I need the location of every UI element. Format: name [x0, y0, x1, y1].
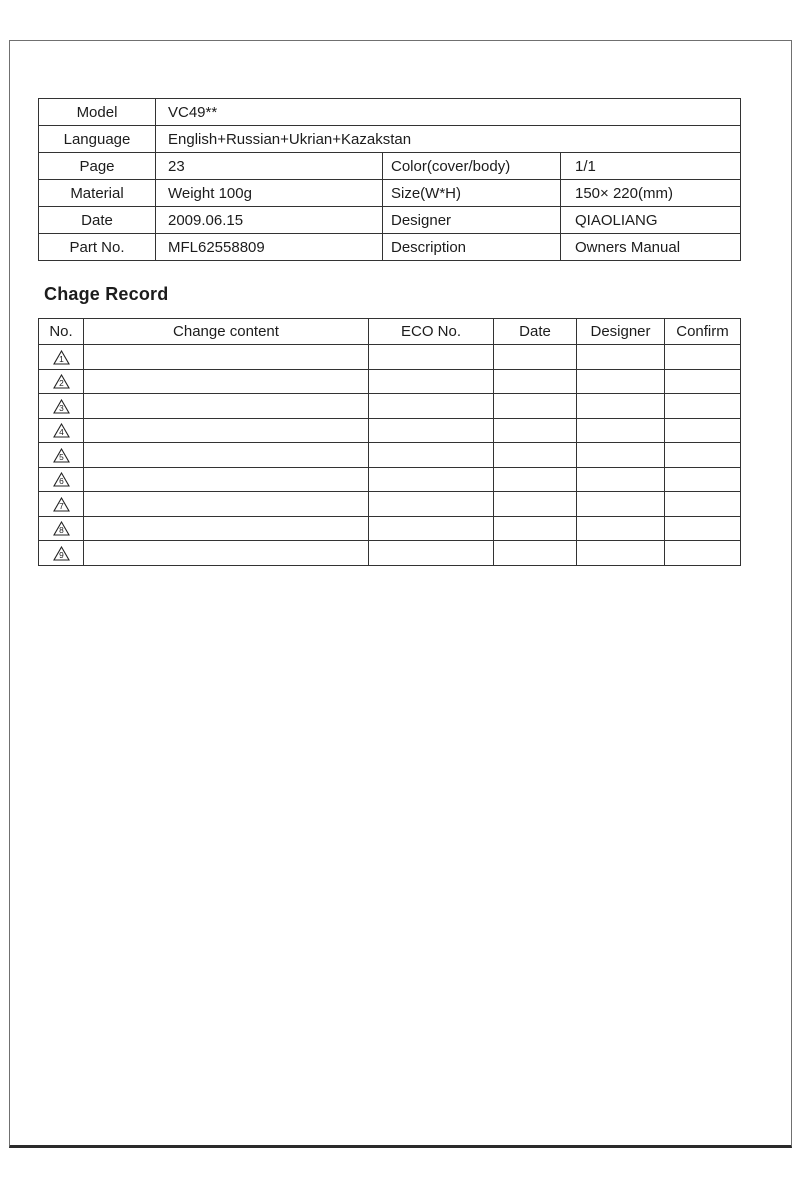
revision-triangle-icon: [53, 448, 70, 463]
cell-eco-no: [369, 541, 494, 566]
model-value: VC49**: [156, 99, 741, 126]
cell-designer: [577, 492, 665, 517]
cell-no: [39, 443, 84, 468]
cell-confirm: [665, 345, 741, 370]
cell-designer: [577, 467, 665, 492]
cell-date: [494, 418, 577, 443]
cell-change-content: [84, 541, 369, 566]
cell-eco-no: [369, 467, 494, 492]
size-label: Size(W*H): [383, 180, 561, 207]
cell-date: [494, 394, 577, 419]
cell-date: [494, 516, 577, 541]
partno-label: Part No.: [39, 234, 156, 261]
triangle-number: 7: [58, 500, 64, 511]
page-value: 23: [156, 153, 383, 180]
cell-designer: [577, 369, 665, 394]
cell-no: [39, 394, 84, 419]
cell-eco-no: [369, 516, 494, 541]
col-header-date: Date: [494, 319, 577, 345]
cell-eco-no: [369, 418, 494, 443]
material-value: Weight 100g: [156, 180, 383, 207]
cell-change-content: [84, 394, 369, 419]
change-record-table: [38, 318, 741, 566]
triangle-number: 4: [58, 427, 64, 438]
language-value: English+Russian+Ukrian+Kazakstan: [156, 126, 741, 153]
cell-change-content: [84, 345, 369, 370]
revision-triangle-icon: [53, 472, 70, 487]
revision-triangle-icon: [53, 374, 70, 389]
cell-designer: [577, 516, 665, 541]
color-value: 1/1: [561, 153, 741, 180]
cell-designer: [577, 418, 665, 443]
cell-eco-no: [369, 345, 494, 370]
col-header-designer: Designer: [577, 319, 665, 345]
col-header-eco-no: ECO No.: [369, 319, 494, 345]
cell-eco-no: [369, 394, 494, 419]
description-value: Owners Manual: [561, 234, 741, 261]
change-record-header-row: [39, 319, 741, 345]
revision-triangle-icon: [53, 546, 70, 561]
color-label: Color(cover/body): [383, 153, 561, 180]
spec-row-page: [39, 153, 741, 180]
designer-value: QIAOLIANG: [561, 207, 741, 234]
cell-confirm: [665, 394, 741, 419]
change-record-row: [39, 516, 741, 541]
triangle-number: 3: [58, 402, 64, 413]
cell-designer: [577, 541, 665, 566]
cell-confirm: [665, 467, 741, 492]
cell-no: [39, 369, 84, 394]
revision-triangle-icon: [53, 423, 70, 438]
spec-table: [38, 98, 741, 261]
change-record-heading: Chage Record: [44, 284, 169, 304]
description-label: Description: [383, 234, 561, 261]
spec-row-date: [39, 207, 741, 234]
revision-triangle-icon: [53, 399, 70, 414]
col-header-no: No.: [39, 319, 84, 345]
col-header-confirm: Confirm: [665, 319, 741, 345]
triangle-number: 1: [58, 353, 64, 364]
cell-designer: [577, 394, 665, 419]
change-record-row: [39, 467, 741, 492]
cell-change-content: [84, 369, 369, 394]
change-record-row: [39, 541, 741, 566]
cell-no: [39, 516, 84, 541]
cell-confirm: [665, 443, 741, 468]
change-record-row: [39, 443, 741, 468]
change-record-row: [39, 492, 741, 517]
triangle-number: 8: [58, 525, 64, 536]
material-label: Material: [39, 180, 156, 207]
change-record-row: [39, 394, 741, 419]
cell-change-content: [84, 516, 369, 541]
spec-row-language: [39, 126, 741, 153]
page-label: Page: [39, 153, 156, 180]
change-record-row: [39, 345, 741, 370]
spec-row-model: [39, 99, 741, 126]
triangle-number: 9: [58, 549, 64, 560]
cell-change-content: [84, 443, 369, 468]
revision-triangle-icon: [53, 497, 70, 512]
cell-change-content: [84, 492, 369, 517]
size-value: 150× 220(mm): [561, 180, 741, 207]
cell-eco-no: [369, 443, 494, 468]
designer-label: Designer: [383, 207, 561, 234]
cell-date: [494, 443, 577, 468]
language-label: Language: [39, 126, 156, 153]
cell-confirm: [665, 516, 741, 541]
date-label: Date: [39, 207, 156, 234]
cell-eco-no: [369, 369, 494, 394]
col-header-change-content: Change content: [84, 319, 369, 345]
cell-designer: [577, 345, 665, 370]
triangle-number: 2: [58, 378, 64, 389]
cell-date: [494, 541, 577, 566]
cell-date: [494, 467, 577, 492]
cell-confirm: [665, 492, 741, 517]
triangle-number: 6: [58, 476, 64, 487]
cell-eco-no: [369, 492, 494, 517]
model-label: Model: [39, 99, 156, 126]
spec-row-partno: [39, 234, 741, 261]
cell-no: [39, 345, 84, 370]
cell-change-content: [84, 418, 369, 443]
cell-no: [39, 541, 84, 566]
spec-row-material: [39, 180, 741, 207]
cell-date: [494, 345, 577, 370]
cell-date: [494, 492, 577, 517]
revision-triangle-icon: [53, 350, 70, 365]
cell-confirm: [665, 369, 741, 394]
change-record-row: [39, 418, 741, 443]
cell-confirm: [665, 418, 741, 443]
cell-change-content: [84, 467, 369, 492]
triangle-number: 5: [58, 451, 64, 462]
partno-value: MFL62558809: [156, 234, 383, 261]
cell-date: [494, 369, 577, 394]
cell-confirm: [665, 541, 741, 566]
cell-designer: [577, 443, 665, 468]
cell-no: [39, 418, 84, 443]
date-value: 2009.06.15: [156, 207, 383, 234]
cell-no: [39, 467, 84, 492]
cell-no: [39, 492, 84, 517]
revision-triangle-icon: [53, 521, 70, 536]
change-record-row: [39, 369, 741, 394]
